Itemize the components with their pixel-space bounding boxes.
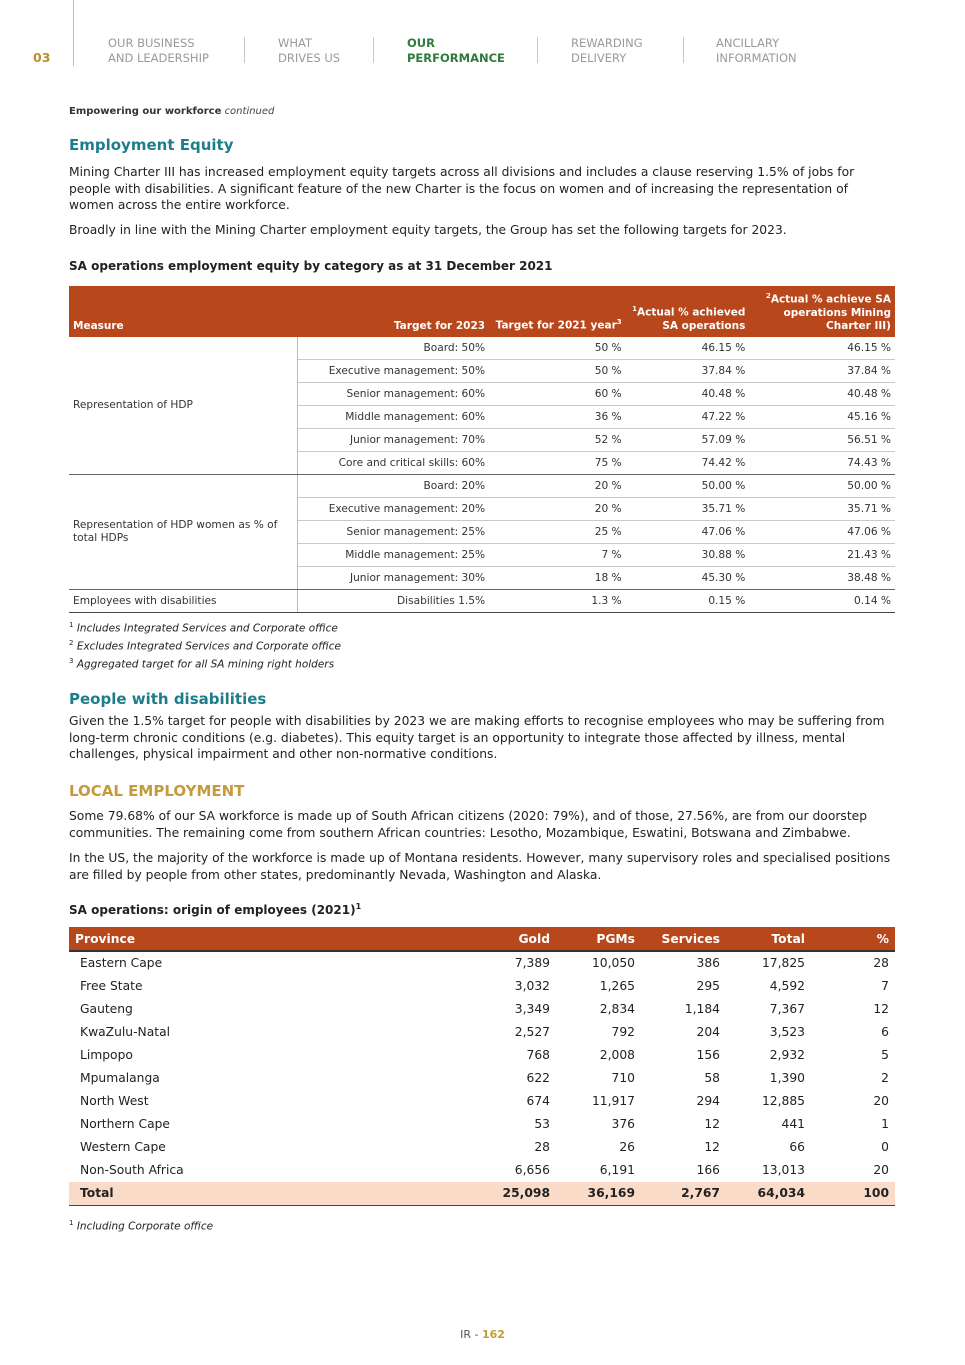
cell: 37.84 % <box>626 360 750 383</box>
group-measure: Representation of HDP <box>69 337 297 475</box>
cell: 4,592 <box>769 978 805 993</box>
cell: 7 % <box>489 544 626 567</box>
footnote: $^1$ Including Corporate office <box>69 1219 214 1233</box>
cell: 376 <box>611 1117 635 1132</box>
local-employment-heading: LOCAL EMPLOYMENT <box>69 782 245 800</box>
cell: 3,032 <box>514 978 550 993</box>
cell: Junior management: 30% <box>297 567 489 590</box>
table-row <box>69 1043 895 1066</box>
cell: 2,527 <box>514 1024 550 1039</box>
th-gold: Gold <box>469 927 556 951</box>
cell: 28 <box>534 1140 550 1155</box>
disabilities-heading: People with disabilities <box>69 690 267 708</box>
cell: 3,349 <box>514 1001 550 1016</box>
cell: 156 <box>696 1047 720 1062</box>
footnote: $^3$ Aggregated target for all SA mining right holders <box>69 657 335 671</box>
cell: 3,523 <box>769 1024 805 1039</box>
cell: 2,834 <box>599 1001 635 1016</box>
cell: Free State <box>80 978 143 993</box>
cell: 295 <box>696 978 720 993</box>
cell: 5 <box>881 1047 889 1062</box>
cell: 204 <box>696 1024 720 1039</box>
group-measure: Representation of HDP women as % of total HDPs <box>69 475 297 590</box>
cell: Eastern Cape <box>80 956 163 971</box>
cell: Northern Cape <box>80 1117 170 1132</box>
cell: 768 <box>526 1047 550 1062</box>
cell: 36 % <box>489 406 626 429</box>
nav-rewarding-delivery[interactable]: REWARDING DELIVERY <box>571 36 643 65</box>
cell: 46.15 % <box>626 337 750 360</box>
cell: 21.43 % <box>749 544 895 567</box>
nav-separator <box>244 37 245 63</box>
cell: 50 % <box>489 360 626 383</box>
cell: Senior management: 25% <box>297 521 489 544</box>
cell: 12 <box>873 1001 889 1016</box>
cell: 60 % <box>489 383 626 406</box>
cell: 47.06 % <box>626 521 750 544</box>
cell: 45.16 % <box>749 406 895 429</box>
cell: 166 <box>696 1163 720 1178</box>
table1-title: SA operations employment equity by category as at 31 December 2021 <box>69 259 553 273</box>
table-row <box>69 1136 895 1159</box>
cell: 36,169 <box>556 1182 641 1205</box>
cell: Executive management: 50% <box>297 360 489 383</box>
cell: 2,008 <box>599 1047 635 1062</box>
cell: 386 <box>696 956 720 971</box>
cell: Junior management: 70% <box>297 429 489 452</box>
cell: 12 <box>704 1140 720 1155</box>
cell: 35.71 % <box>749 498 895 521</box>
cell: Middle management: 25% <box>297 544 489 567</box>
cell: 6,191 <box>599 1163 635 1178</box>
cell: KwaZulu-Natal <box>80 1024 171 1039</box>
section-number: 03 <box>33 50 51 65</box>
origin-table-body <box>69 951 895 1205</box>
cell: 710 <box>611 1071 635 1086</box>
cell: 6 <box>881 1024 889 1039</box>
cell: 58 <box>704 1071 720 1086</box>
nav-separator <box>683 37 684 63</box>
table-row <box>69 337 895 360</box>
cell: 47.22 % <box>626 406 750 429</box>
cell: Board: 20% <box>297 475 489 498</box>
cell: 46.15 % <box>749 337 895 360</box>
th-actual-sa: $^1$Actual % achieved SA operations <box>626 286 750 337</box>
cell: 74.42 % <box>626 452 750 475</box>
cell: 50.00 % <box>749 475 895 498</box>
cell: 7,389 <box>514 956 550 971</box>
cell: 40.48 % <box>749 383 895 406</box>
cell: Limpopo <box>80 1047 133 1062</box>
cell: 50.00 % <box>626 475 750 498</box>
kicker-italic: continued <box>224 106 275 117</box>
kicker-bold: Empowering our workforce <box>69 106 222 117</box>
cell: 26 <box>619 1140 635 1155</box>
cell: 1,184 <box>684 1001 720 1016</box>
cell: 64,034 <box>726 1182 811 1205</box>
table-row <box>69 590 895 613</box>
cell: 2 <box>881 1071 889 1086</box>
table-row <box>69 997 895 1020</box>
cell: 12,885 <box>761 1094 805 1109</box>
footnote: $^1$ Includes Integrated Services and Corporate office <box>69 621 338 635</box>
header-divider <box>73 0 74 66</box>
disabilities-para: Given the 1.5% target for people with disabilities by 2023 we are making efforts to recognise employees who may be suffering from long-term chronic conditions (e.g. diabetes). This equity target is an opportunity to integrate those affected by illness, mental challenges, physical impairment and other non-normative conditions. <box>69 714 885 761</box>
cell: 47.06 % <box>749 521 895 544</box>
equity-table <box>69 286 895 613</box>
cell: 1,390 <box>769 1071 805 1086</box>
cell: 674 <box>526 1094 550 1109</box>
nav-our-performance[interactable]: OUR PERFORMANCE <box>407 36 505 65</box>
cell: 622 <box>526 1071 550 1086</box>
th-services: Services <box>641 927 726 951</box>
cell: Core and critical skills: 60% <box>297 452 489 475</box>
cell: 74.43 % <box>749 452 895 475</box>
cell: 12 <box>704 1117 720 1132</box>
cell: 35.71 % <box>626 498 750 521</box>
cell: 53 <box>534 1117 550 1132</box>
cell: 11,917 <box>591 1094 635 1109</box>
cell: 25 % <box>489 521 626 544</box>
cell: 6,656 <box>514 1163 550 1178</box>
nav-what-drives-us[interactable]: WHAT DRIVES US <box>278 36 341 65</box>
total-row <box>69 1182 895 1205</box>
origin-table-wrapper <box>69 927 895 1206</box>
cell: 20 <box>873 1094 889 1109</box>
cell: 7 <box>881 978 889 993</box>
cell: Non-South Africa <box>80 1163 184 1178</box>
th-percent: % <box>811 927 895 951</box>
th-measure: Measure <box>69 286 297 337</box>
cell: Senior management: 60% <box>297 383 489 406</box>
cell: 18 % <box>489 567 626 590</box>
origin-table-header <box>69 927 895 951</box>
table-row <box>69 1113 895 1136</box>
employment-equity-para-1: Mining Charter III has increased employment equity targets across all divisions and includes a clause reserving 1.5% of jobs for people with disabilities. A significant feature of the new Charter is the focus on women and of increasing the representation of women across the entire workforce. <box>69 165 855 212</box>
cell: Disabilities 1.5% <box>297 590 489 613</box>
cell: 100 <box>811 1182 895 1205</box>
cell: 0.14 % <box>749 590 895 613</box>
cell: 52 % <box>489 429 626 452</box>
table-row <box>69 974 895 997</box>
cell: 38.48 % <box>749 567 895 590</box>
nav-separator <box>373 37 374 63</box>
cell: 17,825 <box>761 956 805 971</box>
cell: 1,265 <box>599 978 635 993</box>
local-employment-para-1: Some 79.68% of our SA workforce is made up of South African citizens (2020: 79%), and of those, 27.56%, are from our doorstep communities. The remaining come from southern African countries: Lesotho, Mozambique, Eswatini, Botswana and Zimbabwe. <box>69 809 868 840</box>
cell: 28 <box>873 956 889 971</box>
cell: 20 % <box>489 498 626 521</box>
cell: 1.3 % <box>489 590 626 613</box>
table2-title: SA operations: origin of employees $(2021)^1$ <box>69 902 362 917</box>
cell: 66 <box>789 1140 805 1155</box>
cell: 10,050 <box>591 956 635 971</box>
cell: Total <box>69 1182 469 1205</box>
cell: 37.84 % <box>749 360 895 383</box>
cell: 441 <box>781 1117 805 1132</box>
page-number: IR - 162 <box>460 1328 505 1341</box>
table-row <box>69 951 895 974</box>
cell: 30.88 % <box>626 544 750 567</box>
table-row <box>69 475 895 498</box>
cell: 0.15 % <box>626 590 750 613</box>
cell: North West <box>80 1094 149 1109</box>
table-row <box>69 1159 895 1182</box>
cell: 0 <box>881 1140 889 1155</box>
nav-our-business[interactable]: OUR BUSINESS AND LEADERSHIP <box>108 36 209 65</box>
table-row <box>69 1066 895 1089</box>
cell: Mpumalanga <box>80 1071 160 1086</box>
cell: 1 <box>881 1117 889 1132</box>
cell: Western Cape <box>80 1140 166 1155</box>
nav-separator <box>537 37 538 63</box>
th-total: Total <box>726 927 811 951</box>
cell: 2,767 <box>641 1182 726 1205</box>
equity-table-header <box>69 286 895 337</box>
cell: 45.30 % <box>626 567 750 590</box>
th-actual-mc: $^2$Actual % achieve SA operations Mining Charter III) <box>749 286 895 337</box>
origin-table <box>69 927 895 1206</box>
th-province: Province <box>69 927 469 951</box>
th-pgms: PGMs <box>556 927 641 951</box>
table-row <box>69 1020 895 1043</box>
equity-table-wrapper <box>69 286 895 613</box>
section-kicker <box>69 106 895 117</box>
th-target-2021: Target for 2021 year$^3$ <box>489 286 626 337</box>
equity-table-body <box>69 337 895 613</box>
cell: Board: 50% <box>297 337 489 360</box>
nav-ancillary-information[interactable]: ANCILLARY INFORMATION <box>716 36 797 65</box>
cell: Middle management: 60% <box>297 406 489 429</box>
cell: 7,367 <box>769 1001 805 1016</box>
employment-equity-heading: Employment Equity <box>69 136 234 154</box>
cell: 20 % <box>489 475 626 498</box>
cell: 56.51 % <box>749 429 895 452</box>
cell: 25,098 <box>469 1182 556 1205</box>
cell: 75 % <box>489 452 626 475</box>
local-employment-para-2: In the US, the majority of the workforce is made up of Montana residents. However, many supervisory roles and specialised positions are filled by people from other states, predominantly Nevada, Washington and Alaska. <box>69 851 891 882</box>
th-target-2023: Target for 2023 <box>297 286 489 337</box>
cell: 57.09 % <box>626 429 750 452</box>
cell: 792 <box>611 1024 635 1039</box>
cell: 40.48 % <box>626 383 750 406</box>
cell: 13,013 <box>761 1163 805 1178</box>
cell: Gauteng <box>80 1001 133 1016</box>
table-row <box>69 1090 895 1113</box>
employment-equity-para-2: Broadly in line with the Mining Charter employment equity targets, the Group has set the following targets for 2023. <box>69 223 787 237</box>
cell: 50 % <box>489 337 626 360</box>
cell: 294 <box>696 1094 720 1109</box>
cell: 20 <box>873 1163 889 1178</box>
footnote: $^2$ Excludes Integrated Services and Corporate office <box>69 639 341 653</box>
cell: Executive management: 20% <box>297 498 489 521</box>
group-measure: Employees with disabilities <box>69 590 297 613</box>
cell: 2,932 <box>769 1047 805 1062</box>
